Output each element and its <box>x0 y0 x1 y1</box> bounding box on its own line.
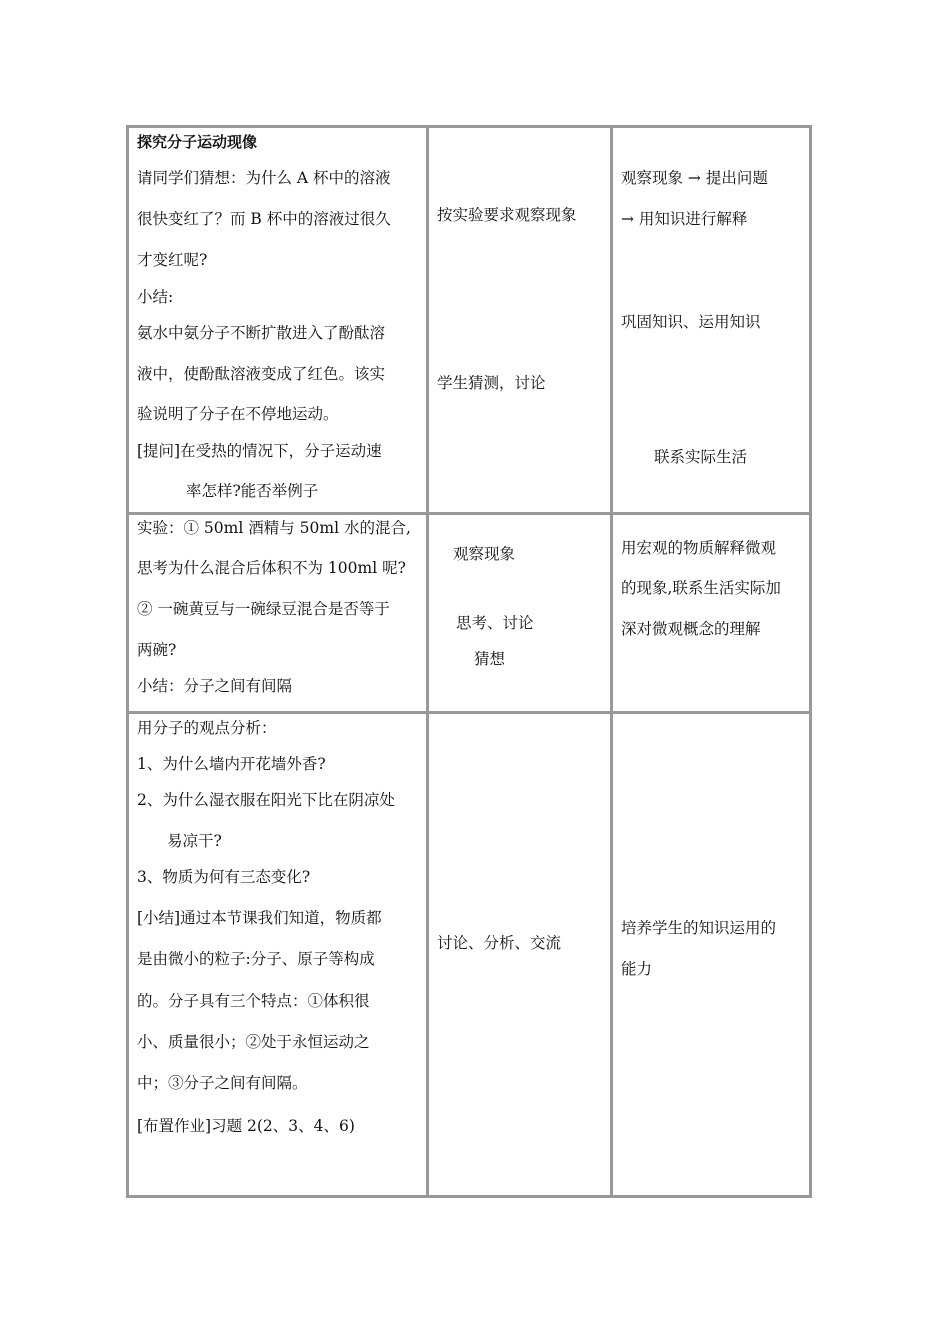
text-line: [小结]通过本节课我们知道，物质都 <box>137 909 382 927</box>
text-line: 易凉干? <box>167 832 222 850</box>
text-line: 用分子的观点分析： <box>137 719 277 737</box>
table-row <box>128 713 811 1197</box>
teacher-activity-cell <box>128 127 428 514</box>
text-line: 的现象,联系生活实际加 <box>621 579 781 597</box>
text-line: [提问]在受热的情况下，分子运动速 <box>137 442 382 460</box>
text-line: ② 一碗黄豆与一碗绿豆混合是否等于 <box>137 600 390 618</box>
text-line: 两碗? <box>137 641 177 659</box>
table-row <box>128 127 811 514</box>
text-line: 思考、讨论 <box>456 614 534 632</box>
text-line: [布置作业]习题 2(2、3、4、6) <box>137 1117 355 1135</box>
design-intent-cell <box>612 127 811 514</box>
text-line: 观察现象 <box>453 545 516 563</box>
text-line: 液中，使酚酞溶液变成了红色。该实 <box>137 365 386 383</box>
text-line: 联系实际生活 <box>654 448 748 466</box>
text-line: 请同学们猜想：为什么 A 杯中的溶液 <box>137 169 391 187</box>
text-line: 2、为什么湿衣服在阳光下比在阴凉处 <box>137 791 395 809</box>
teacher-activity-cell <box>128 713 428 1197</box>
student-activity-cell <box>428 514 612 713</box>
text-line: 学生猜测，讨论 <box>437 374 546 392</box>
text-line: 思考为什么混合后体积不为 100ml 呢? <box>137 559 406 577</box>
text-line: 氨水中氨分子不断扩散进入了酚酞溶 <box>137 324 386 342</box>
section-heading: 探究分子运动现像 <box>137 133 258 151</box>
text-line: 才变红呢? <box>137 251 208 269</box>
text-line: 验说明了分子在不停地运动。 <box>137 405 339 423</box>
text-line: 用宏观的物质解释微观 <box>621 539 777 557</box>
table-row <box>128 514 811 713</box>
text-line: → 用知识进行解释 <box>621 210 748 228</box>
student-activity-cell <box>428 713 612 1197</box>
text-line: 小结：分子之间有间隔 <box>137 677 293 695</box>
text-line: 是由微小的粒子:分子、原子等构成 <box>137 950 375 968</box>
text-line: 3、物质为何有三态变化? <box>137 868 311 886</box>
text-line: 小结: <box>137 288 174 306</box>
text-line: 实验：① 50ml 酒精与 50ml 水的混合, <box>137 519 411 537</box>
text-line: 能力 <box>621 960 653 978</box>
text-line: 观察现象 → 提出问题 <box>621 169 768 187</box>
text-line: 巩固知识、运用知识 <box>621 313 761 331</box>
design-intent-cell <box>612 514 811 713</box>
teacher-activity-cell <box>128 514 428 713</box>
text-line: 1、为什么墙内开花墙外香? <box>137 755 326 773</box>
text-line: 的。分子具有三个特点：①体积很 <box>137 992 370 1010</box>
lesson-plan-table <box>126 125 812 1198</box>
text-line: 培养学生的知识运用的 <box>621 919 777 937</box>
design-intent-cell <box>612 713 811 1197</box>
text-line: 深对微观概念的理解 <box>621 620 761 638</box>
text-line: 按实验要求观察现象 <box>437 206 577 224</box>
text-line: 中；③分子之间有间隔。 <box>137 1074 308 1092</box>
text-line: 小、质量很小；②处于永恒运动之 <box>137 1033 370 1051</box>
text-line: 猜想 <box>474 650 506 668</box>
text-line: 率怎样?能否举例子 <box>186 482 319 500</box>
student-activity-cell <box>428 127 612 514</box>
text-line: 讨论、分析、交流 <box>437 934 562 952</box>
text-line: 很快变红了？而 B 杯中的溶液过很久 <box>137 210 391 228</box>
